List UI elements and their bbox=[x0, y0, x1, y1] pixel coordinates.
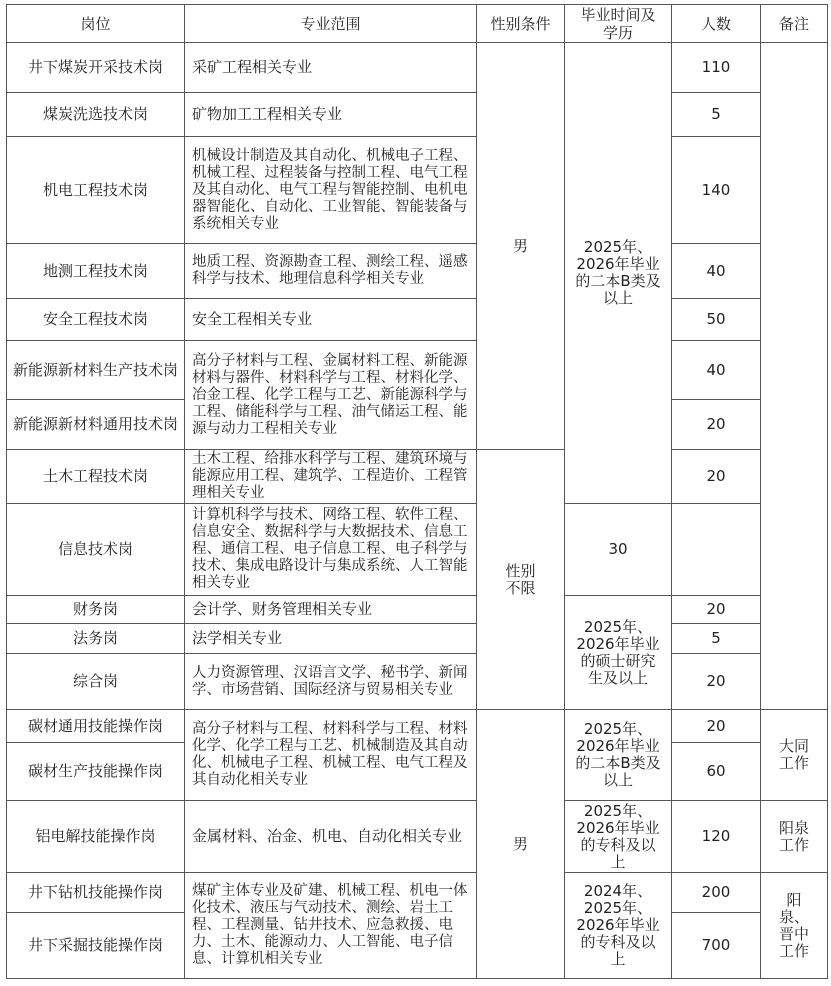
count-cell: 700 bbox=[672, 913, 761, 979]
position-cell: 井下钻机技能操作岗 bbox=[7, 873, 185, 913]
major-cell: 土木工程、给排水科学与工程、建筑环境与能源应用工程、建筑学、工程造价、工程管理相关专业 bbox=[185, 450, 477, 504]
position-cell: 井下采掘技能操作岗 bbox=[7, 913, 185, 979]
count-cell: 20 bbox=[672, 400, 761, 450]
major-cell: 法学相关专业 bbox=[185, 624, 477, 654]
major-cell: 煤矿主体专业及矿建、机械工程、机电一体化技术、液压与气动技术、测绘、岩土工程、工程测量、钻井技术、应急救援、电力、土木、能源动力、人工智能、电子信息、计算机相关专业 bbox=[185, 873, 477, 979]
edu-cell: 2025年、2026年毕业的二本B类及以上 bbox=[565, 43, 672, 504]
major-cell: 安全工程相关专业 bbox=[185, 299, 477, 341]
note-cell: 阳泉工作 bbox=[761, 801, 828, 873]
table-row bbox=[7, 654, 828, 710]
header-row bbox=[7, 5, 828, 43]
table-row bbox=[7, 504, 828, 596]
table-row bbox=[7, 137, 828, 244]
edu-cell: 2025年、2026年毕业的专科及以上 bbox=[565, 801, 672, 873]
position-cell: 法务岗 bbox=[7, 624, 185, 654]
position-cell: 碳材生产技能操作岗 bbox=[7, 743, 185, 801]
count-cell: 120 bbox=[672, 801, 761, 873]
position-cell: 财务岗 bbox=[7, 596, 185, 624]
position-cell: 井下煤炭开采技术岗 bbox=[7, 43, 185, 93]
header-count: 人数 bbox=[672, 5, 761, 43]
gender-cell: 性别不限 bbox=[477, 450, 565, 710]
count-cell: 30 bbox=[565, 504, 672, 596]
header-position: 岗位 bbox=[7, 5, 185, 43]
table-row bbox=[7, 450, 828, 504]
count-cell: 40 bbox=[672, 341, 761, 400]
position-cell: 铝电解技能操作岗 bbox=[7, 801, 185, 873]
count-cell: 60 bbox=[672, 743, 761, 801]
header-major: 专业范围 bbox=[185, 5, 477, 43]
table-row bbox=[7, 341, 828, 400]
position-cell: 新能源新材料通用技术岗 bbox=[7, 400, 185, 450]
major-cell: 地质工程、资源勘查工程、测绘工程、遥感科学与技术、地理信息科学相关专业 bbox=[185, 244, 477, 299]
recruitment-table bbox=[6, 4, 828, 979]
count-cell: 50 bbox=[672, 299, 761, 341]
note-cell: 阳泉、晋中工作 bbox=[761, 873, 828, 979]
table-row bbox=[7, 596, 828, 624]
gender-cell: 男 bbox=[477, 43, 565, 450]
position-cell: 碳材通用技能操作岗 bbox=[7, 710, 185, 743]
table-row bbox=[7, 873, 828, 913]
position-cell: 土木工程技术岗 bbox=[7, 450, 185, 504]
count-cell: 20 bbox=[672, 450, 761, 504]
position-cell: 新能源新材料生产技术岗 bbox=[7, 341, 185, 400]
header-edu: 毕业时间及学历 bbox=[565, 5, 672, 43]
count-cell: 110 bbox=[672, 43, 761, 93]
note-cell-empty bbox=[761, 43, 828, 710]
edu-cell: 2025年、2026年毕业的硕士研究生及以上 bbox=[565, 596, 672, 710]
count-cell: 20 bbox=[672, 596, 761, 624]
major-cell: 计算机科学与技术、网络工程、软件工程、信息安全、数据科学与大数据技术、信息工程、通信工程、电子信息工程、电子科学与技术、集成电路设计与集成系统、人工智能相关专业 bbox=[185, 504, 477, 596]
header-gender: 性别条件 bbox=[477, 5, 565, 43]
table-row bbox=[7, 93, 828, 137]
count-cell: 20 bbox=[672, 710, 761, 743]
edu-cell: 2024年、2025年、2026年毕业的专科及以上 bbox=[565, 873, 672, 979]
header-note: 备注 bbox=[761, 5, 828, 43]
count-cell: 40 bbox=[672, 244, 761, 299]
table-row bbox=[7, 244, 828, 299]
count-cell: 140 bbox=[672, 137, 761, 244]
count-cell: 20 bbox=[672, 654, 761, 710]
gender-cell: 男 bbox=[477, 710, 565, 979]
count-cell: 5 bbox=[672, 93, 761, 137]
position-cell: 煤炭洗选技术岗 bbox=[7, 93, 185, 137]
table-row bbox=[7, 43, 828, 93]
position-cell: 机电工程技术岗 bbox=[7, 137, 185, 244]
major-cell: 高分子材料与工程、材料科学与工程、材料化学、化学工程与工艺、机械制造及其自动化、机械电子工程、机械工程、电气工程及其自动化相关专业 bbox=[185, 710, 477, 801]
table-row bbox=[7, 624, 828, 654]
major-cell: 人力资源管理、汉语言文学、秘书学、新闻学、市场营销、国际经济与贸易相关专业 bbox=[185, 654, 477, 710]
table-row bbox=[7, 710, 828, 743]
major-cell: 矿物加工工程相关专业 bbox=[185, 93, 477, 137]
major-cell: 采矿工程相关专业 bbox=[185, 43, 477, 93]
major-cell: 机械设计制造及其自动化、机械电子工程、机械工程、过程装备与控制工程、电气工程及其自动化、电气工程与智能控制、电机电器智能化、自动化、工业智能、智能装备与系统相关专业 bbox=[185, 137, 477, 244]
count-cell: 5 bbox=[672, 624, 761, 654]
edu-cell: 2025年、2026年毕业的二本B类及以上 bbox=[565, 710, 672, 801]
major-cell: 金属材料、冶金、机电、自动化相关专业 bbox=[185, 801, 477, 873]
position-cell: 安全工程技术岗 bbox=[7, 299, 185, 341]
table-row bbox=[7, 299, 828, 341]
major-cell: 会计学、财务管理相关专业 bbox=[185, 596, 477, 624]
count-cell: 200 bbox=[672, 873, 761, 913]
position-cell: 地测工程技术岗 bbox=[7, 244, 185, 299]
major-cell: 高分子材料与工程、金属材料工程、新能源材料与器件、材料科学与工程、材料化学、冶金工程、化学工程与工艺、新能源科学与工程、储能科学与工程、油气储运工程、能源与动力工程相关专业 bbox=[185, 341, 477, 450]
table-row bbox=[7, 801, 828, 873]
position-cell: 信息技术岗 bbox=[7, 504, 185, 596]
note-cell: 大同工作 bbox=[761, 710, 828, 801]
position-cell: 综合岗 bbox=[7, 654, 185, 710]
